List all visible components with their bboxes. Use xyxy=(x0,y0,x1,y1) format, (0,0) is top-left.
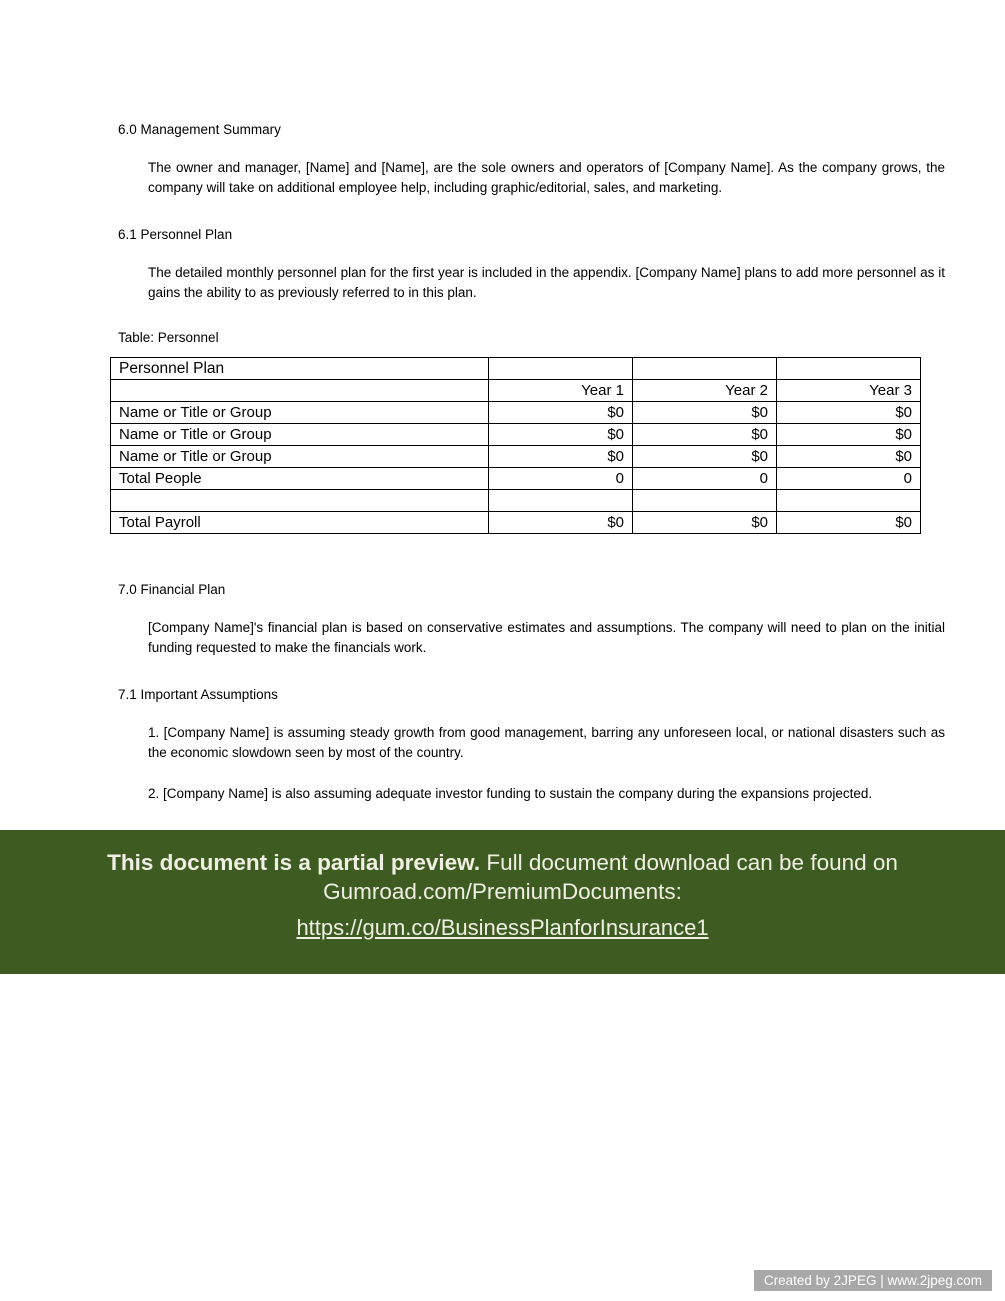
section-heading-7-1: 7.1 Important Assumptions xyxy=(118,687,278,702)
table-row xyxy=(111,424,921,446)
table-cell xyxy=(489,358,633,380)
banner-regular-text: Full document download can be found on Gumroad.com/PremiumDocuments: xyxy=(323,849,898,904)
table-cell: Year 2 xyxy=(633,380,777,402)
table-cell: Total People xyxy=(111,468,489,490)
personnel-table xyxy=(110,357,921,534)
table-cell xyxy=(111,490,489,512)
preview-banner xyxy=(0,830,1005,974)
paragraph-6-1: The detailed monthly personnel plan for the first year is included in the appendix. [Company Name] plans to add more personnel as it gains the ability to as previously referred to in this plan. xyxy=(148,265,945,300)
table-cell xyxy=(777,490,921,512)
table-cell xyxy=(489,490,633,512)
table-row xyxy=(111,468,921,490)
banner-bold-text: This document is a partial preview. xyxy=(107,849,481,875)
section-heading-6-1: 6.1 Personnel Plan xyxy=(118,227,233,242)
table-cell: $0 xyxy=(777,402,921,424)
table-cell: $0 xyxy=(489,512,633,534)
table-cell xyxy=(777,358,921,380)
table-cell: $0 xyxy=(777,424,921,446)
table-cell: Year 3 xyxy=(777,380,921,402)
table-cell: $0 xyxy=(489,424,633,446)
download-link[interactable]: https://gum.co/BusinessPlanforInsurance1 xyxy=(296,914,709,940)
table-row xyxy=(111,490,921,512)
table-header-row xyxy=(111,380,921,402)
table-cell: $0 xyxy=(489,446,633,468)
paragraph-7-0: [Company Name]'s financial plan is based on conservative estimates and assumptions. The company will need to plan on the initial funding requested to make the financials work. xyxy=(148,620,945,655)
table-cell xyxy=(633,490,777,512)
table-cell: 0 xyxy=(489,468,633,490)
table-cell: Year 1 xyxy=(489,380,633,402)
table-cell: Name or Title or Group xyxy=(111,424,489,446)
banner-text xyxy=(63,848,943,906)
watermark-badge: Created by 2JPEG | www.2jpeg.com xyxy=(754,1270,992,1291)
table-cell: $0 xyxy=(633,402,777,424)
table-caption: Table: Personnel xyxy=(118,330,219,345)
section-heading-6-0: 6.0 Management Summary xyxy=(118,122,281,137)
table-cell: $0 xyxy=(633,512,777,534)
table-cell: Personnel Plan xyxy=(111,358,489,380)
table-cell: 0 xyxy=(633,468,777,490)
section-heading-7-0: 7.0 Financial Plan xyxy=(118,582,226,597)
table-row xyxy=(111,402,921,424)
table-row xyxy=(111,512,921,534)
assumption-item-1: 1. [Company Name] is assuming steady growth from good management, barring any unforeseen local, or national disasters such as the economic slowdown seen by most of the country. xyxy=(148,725,945,760)
table-cell: $0 xyxy=(633,446,777,468)
table-cell: Total Payroll xyxy=(111,512,489,534)
table-cell: $0 xyxy=(489,402,633,424)
table-cell: $0 xyxy=(777,512,921,534)
assumption-item-2: 2. [Company Name] is also assuming adequate investor funding to sustain the company during the expansions projected. xyxy=(148,786,873,801)
table-cell: $0 xyxy=(633,424,777,446)
table-cell xyxy=(633,358,777,380)
table-cell: Name or Title or Group xyxy=(111,402,489,424)
table-cell: Name or Title or Group xyxy=(111,446,489,468)
table-row xyxy=(111,446,921,468)
table-cell: 0 xyxy=(777,468,921,490)
table-cell: $0 xyxy=(777,446,921,468)
table-title-row xyxy=(111,358,921,380)
table-cell xyxy=(111,380,489,402)
paragraph-6-0: The owner and manager, [Name] and [Name], are the sole owners and operators of [Company Name]. As the company grows, the company will take on additional employee help, including graphic/editorial, sales, and marketing. xyxy=(148,160,945,195)
